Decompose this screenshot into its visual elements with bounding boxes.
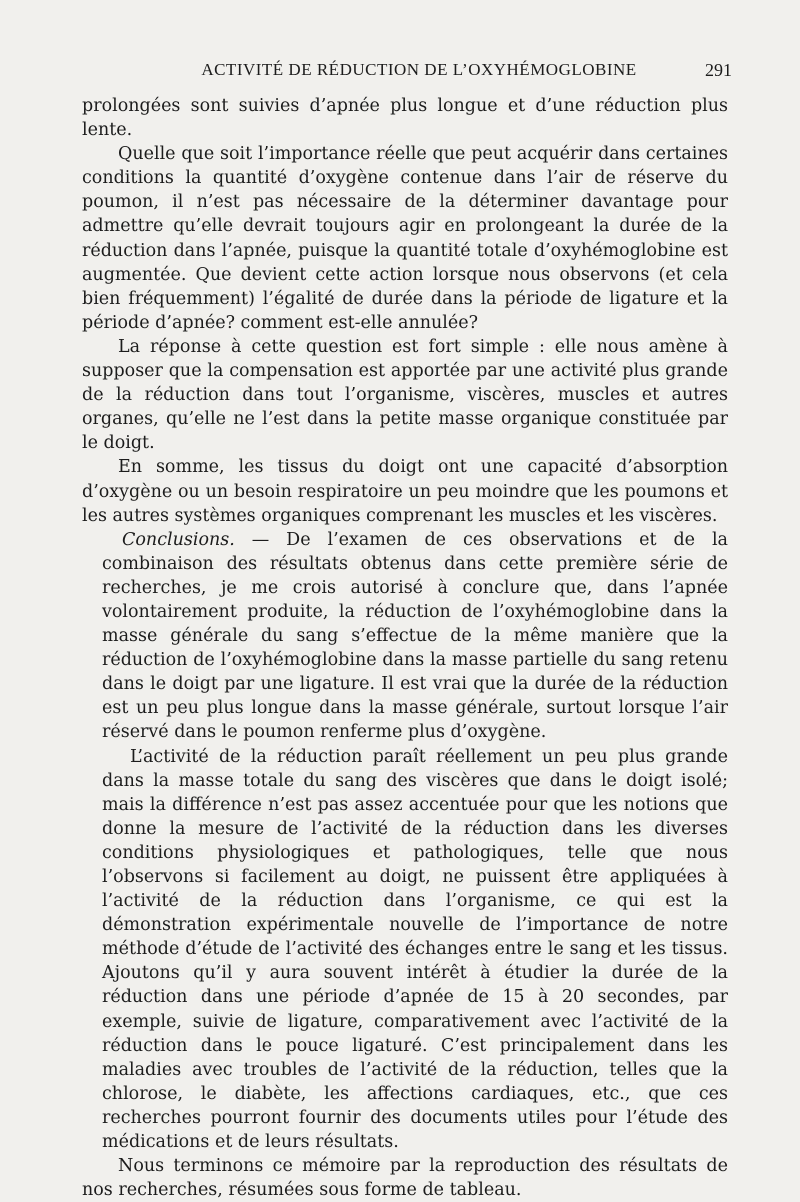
paragraph-closing: Nous terminons ce mémoire par la reproduction des résultats de nos recherches, résumées sous forme de tableau. xyxy=(82,1156,728,1201)
paragraph-activity: L’activité de la réduction paraît réellement un peu plus grande dans la masse totale du sang des viscères que dans le doigt isolé; mais la différence n’est pas assez accentuée pour que les notions que donne la mesure de l’activité de la réduction dans les diverses conditions physiologiques et pathologiques, telle que nous l’observons si facilement au doigt, ne puissent être appliquées à l’activité de la réduction dans l’organisme, ce qui est la démonstration expérimentale nouvelle de l’importance de notre méthode d’étude de l’activité des échanges entre le sang et les tissus. Ajoutons qu’il y aura souvent intérêt à étudier la durée de la réduction dans une période d’apnée de 15 à 20 secondes, par exemple, suivie de ligature, comparativement avec l’activité de la réduction dans le pouce ligaturé. C’est principalement dans les maladies avec troubles de l’activité de la réduction, telles que la chlorose, le diabète, les affections cardiaques, etc., que ces recherches pourront fournir des documents utiles pour l’étude des médications et de leurs résultats. xyxy=(102,746,728,1153)
paragraph-answer: La réponse à cette question est fort simple : elle nous amène à supposer que la compensation est apportée par une activité plus grande de la réduction dans tout l’organisme, viscères, muscles et autres organes, qu’elle ne l’est dans la petite masse organique constituée par le doigt. xyxy=(82,336,728,454)
paragraph-conclusions xyxy=(82,528,728,745)
body-text xyxy=(82,94,728,1202)
conclusions-text: De l’examen de ces observations et de la combinaison des résultats obtenus dans cette première série de recherches, je me crois autorisé à conclure que, dans l’apnée volontairement produite, la réduction de l’oxyhémoglobine dans la masse générale du sang s’effectue de la même manière que la réduction de l’oxyhémoglobine dans la masse partielle du sang retenu dans le doigt par une ligature. Il est vrai que la durée de la réduction est un peu plus longue dans la masse générale, surtout lorsque l’air réservé dans le poumon renferme plus d’oxygène. xyxy=(102,529,728,743)
paragraph-continuation: prolongées sont suivies d’apnée plus longue et d’une réduction plus lente. xyxy=(82,96,728,141)
running-title: ACTIVITÉ DE RÉDUCTION DE L’OXYHÉMOGLOBINE xyxy=(201,60,637,79)
conclusions-dash: — xyxy=(234,529,287,550)
page-header xyxy=(82,56,732,84)
paragraph-summary: En somme, les tissus du doigt ont une capacité d’absorption d’oxygène ou un besoin respiratoire un peu moindre que les poumons et les autres systèmes organiques comprenant les muscles et les viscères. xyxy=(82,457,728,526)
page-number: 291 xyxy=(705,60,732,80)
paragraph-air-reserve: Quelle que soit l’importance réelle que peut acquérir dans certaines conditions la quantité d’oxygène contenue dans l’air de réserve du poumon, il n’est pas nécessaire de la déterminer davantage pour admettre qu’elle devrait toujours agir en prolongeant la durée de la réduction dans l’apnée, puisque la quantité totale d’oxyhémoglobine est augmentée. Que devient cette action lorsque nous observons (et cela bien fréquemment) l’égalité de durée dans la période de ligature et la période d’apnée? comment est-elle annulée? xyxy=(82,144,728,333)
conclusions-label: Conclusions. xyxy=(122,529,235,550)
